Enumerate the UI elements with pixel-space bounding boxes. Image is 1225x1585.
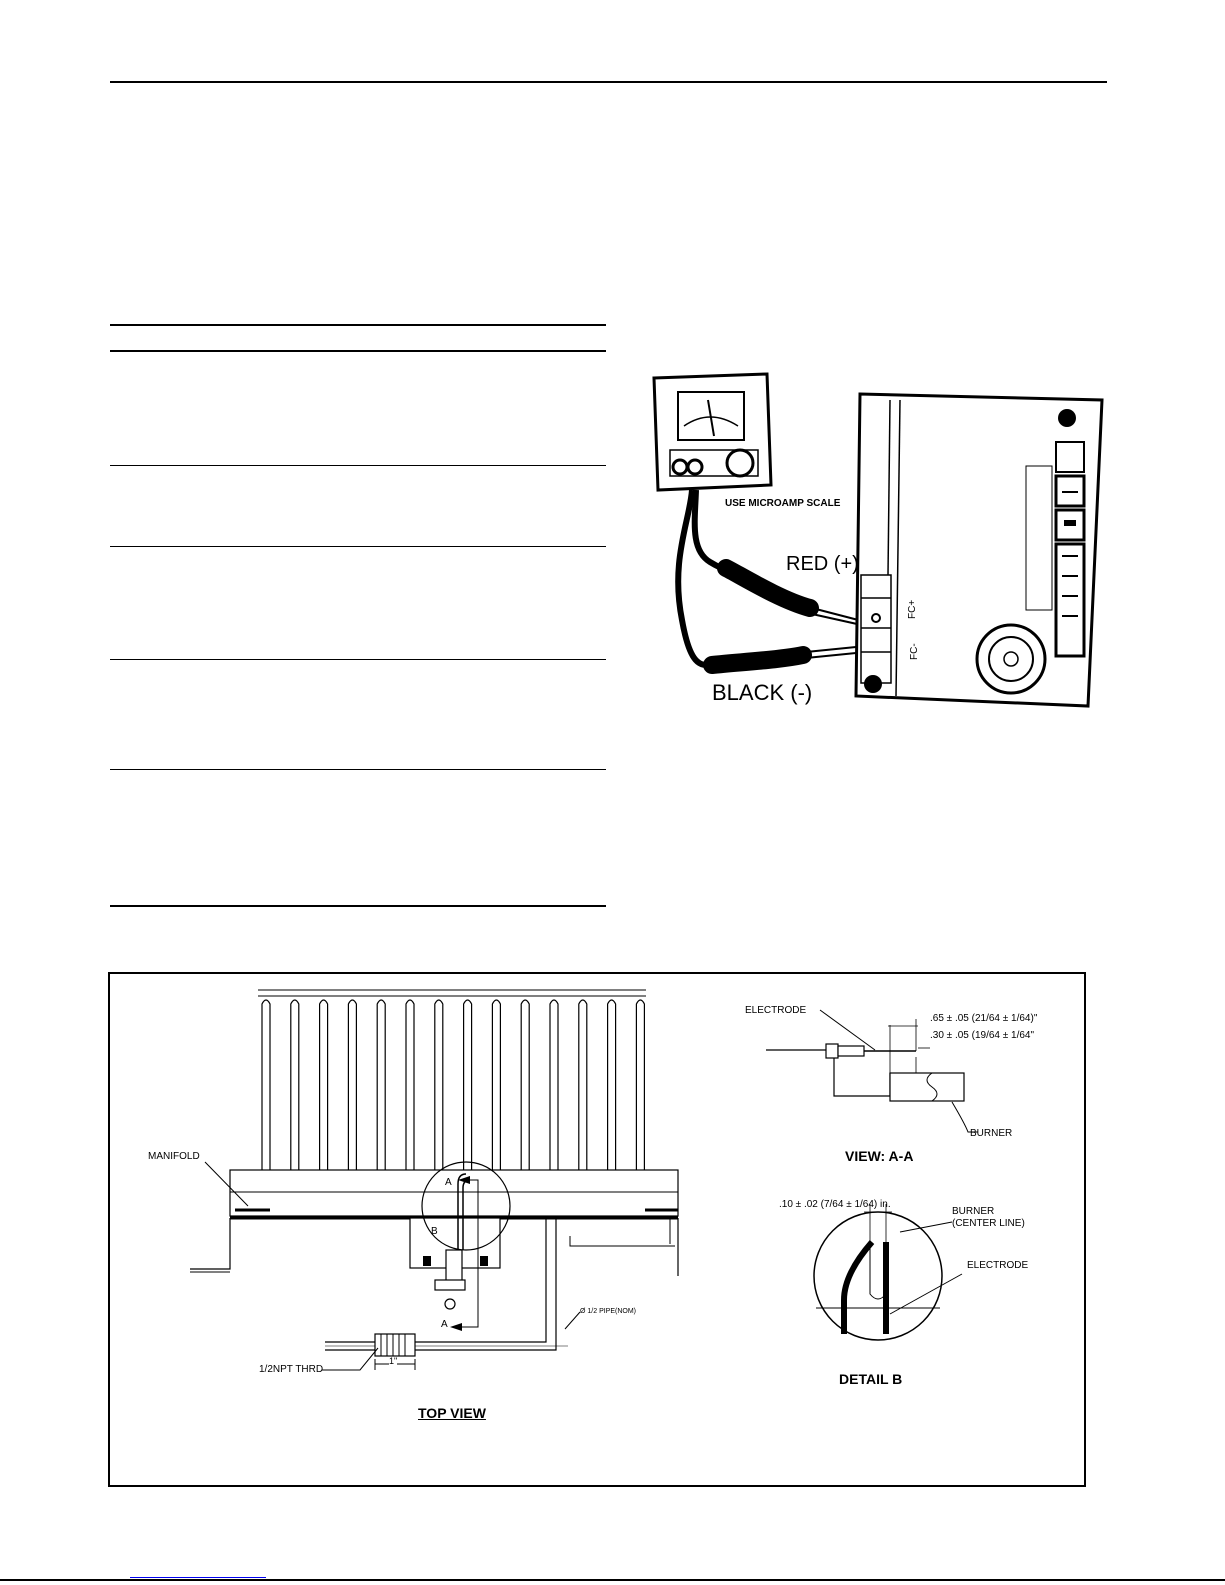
microamp-scale-note: USE MICROAMP SCALE [725,498,841,509]
pipe-size-label: Ø 1/2 PIPE(NOM) [580,1308,637,1315]
burner-label: BURNER [970,1128,1013,1139]
gap-030-dimension: .30 ± .05 (19/64 ± 1/64" [930,1030,1035,1041]
burner-centerline-label-2: (CENTER LINE) [952,1218,1025,1229]
burner-centerline-label-1: BURNER [952,1206,995,1217]
footer-rule [0,1579,1225,1581]
fc-minus-label: FC- [909,643,920,660]
thread-label: 1/2NPT THRD [259,1364,324,1375]
one-inch-dimension: 1" [389,1356,398,1366]
table-rule [110,769,606,770]
gap-010-dimension: .10 ± .02 (7/64 ± 1/64) in. [779,1199,891,1210]
black-lead-label: BLACK (-) [712,680,813,705]
table-rule [110,546,606,547]
table-rule [110,324,606,326]
fc-plus-label: FC+ [907,599,918,619]
header-rule [110,81,1107,83]
detail-electrode-label: ELECTRODE [967,1260,1029,1271]
manifold-label: MANIFOLD [148,1151,200,1162]
table-rule [110,905,606,907]
table-rule [110,465,606,466]
detail-marker-b: B [431,1226,438,1237]
gap-065-dimension: .65 ± .05 (21/64 ± 1/64)" [930,1013,1038,1024]
red-lead-label: RED (+) [786,553,859,575]
burner-figure-frame [108,972,1086,1487]
table-rule [110,350,606,352]
meter-drawing [640,370,1110,715]
top-view-title: TOP VIEW [418,1405,486,1421]
detail-b-title: DETAIL B [839,1371,903,1387]
microamp-meter-figure [640,370,1110,715]
section-marker-a-bottom: A [441,1319,448,1330]
burner-drawing [110,974,1084,1485]
footer-link-underline[interactable] [130,1577,266,1578]
table-rule [110,659,606,660]
section-marker-a-top: A [445,1177,452,1188]
view-aa-title: VIEW: A-A [845,1148,914,1164]
electrode-label: ELECTRODE [745,1005,807,1016]
